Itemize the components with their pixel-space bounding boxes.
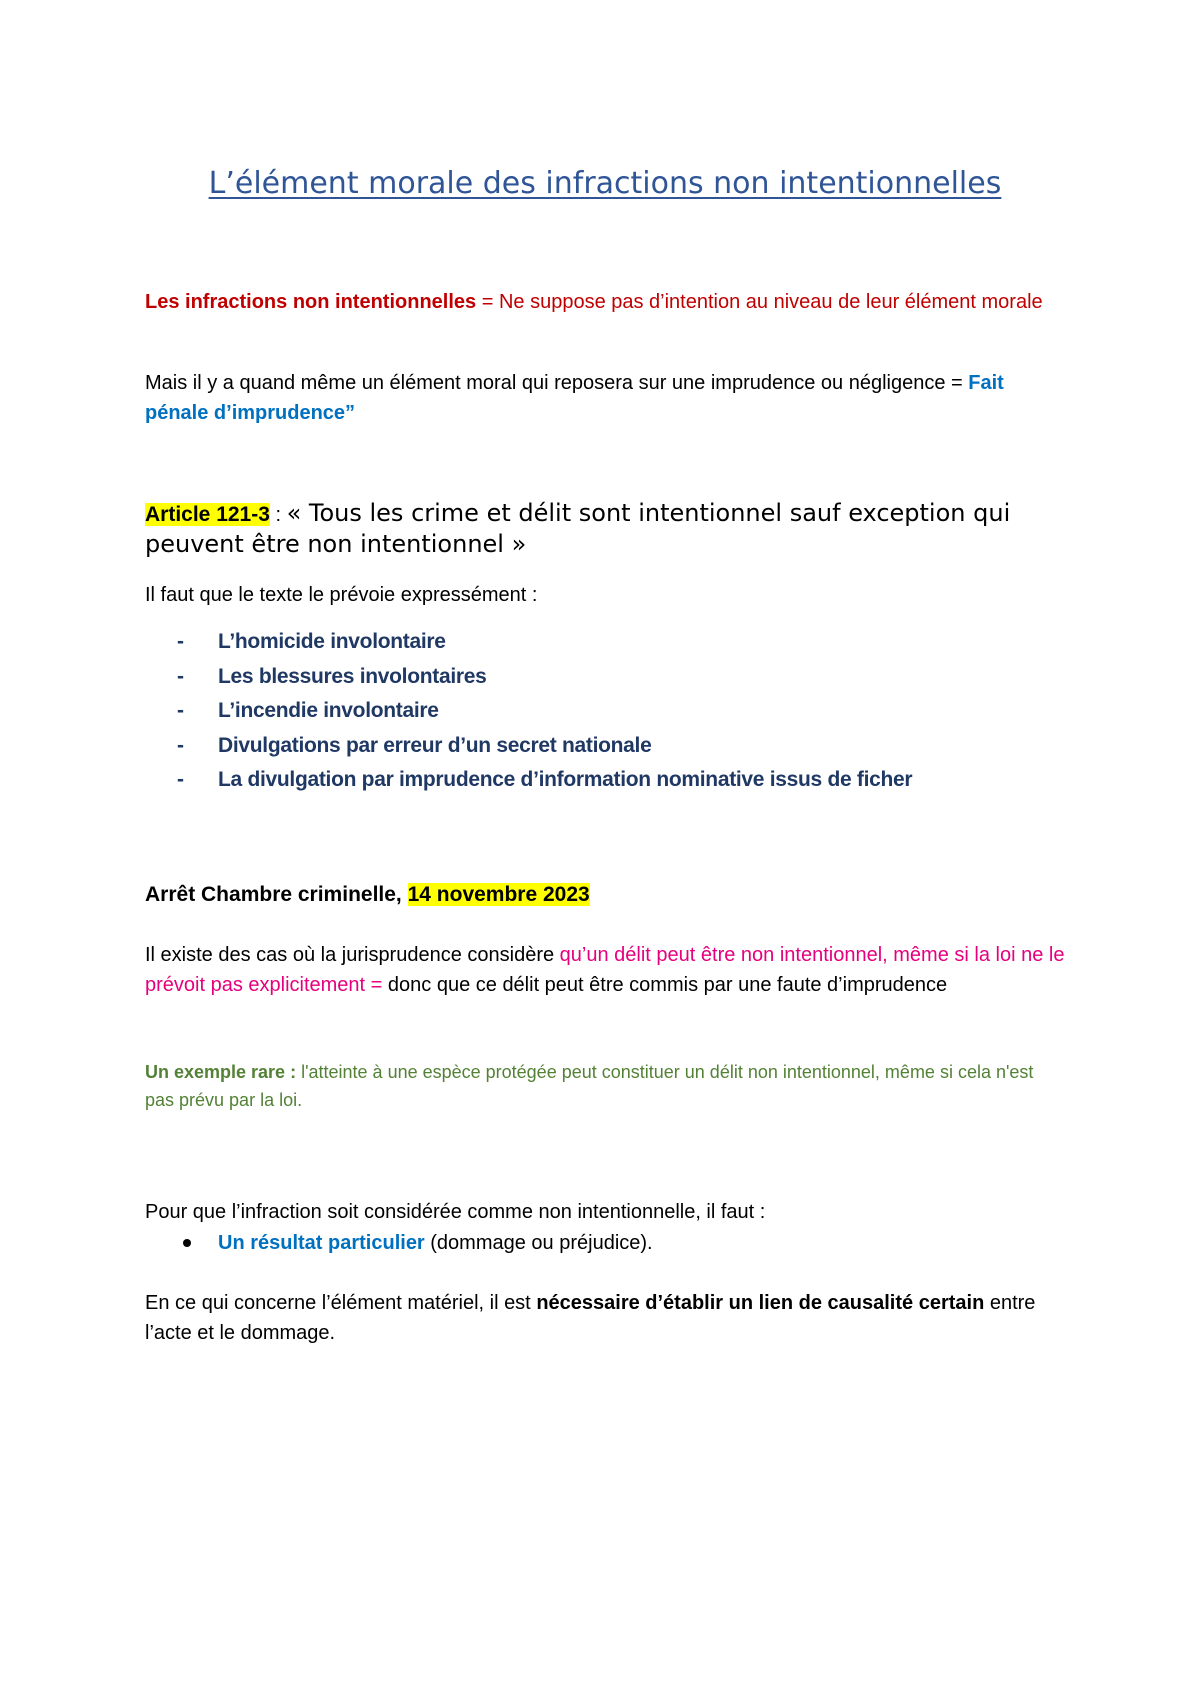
jurisprudence-paragraph <box>145 940 1065 1000</box>
arret-date: 14 novembre 2023 <box>407 883 590 906</box>
moral-element-highlight: Fait pénale d’imprudence” <box>145 372 1004 424</box>
list-item <box>175 625 1065 660</box>
arret-label: Arrêt Chambre criminelle, <box>145 883 408 906</box>
example-text: l'atteinte à une espèce protégée peut constituer un délit non intentionnel, même si cela n'est pas prévu par la loi. <box>145 1062 1034 1110</box>
condition-highlight: Un résultat particulier <box>218 1232 425 1254</box>
example-label: Un exemple rare : <box>145 1062 302 1082</box>
list-item-label: L’incendie involontaire <box>218 699 439 722</box>
jurisprudence-highlight: qu’un délit peut être non intentionnel, même si la loi ne le prévoit pas explicitement = <box>145 944 1065 996</box>
dash-marker: - <box>177 630 184 653</box>
article-paragraph <box>145 499 1065 561</box>
example-paragraph <box>145 1058 1065 1114</box>
intro-term: Les infractions non intentionnelles <box>145 291 477 313</box>
article-separator: : <box>269 504 287 526</box>
dash-marker: - <box>177 699 184 722</box>
list-item <box>175 729 1065 764</box>
document-title: L’élément morale des infractions non intentionnelles <box>208 166 1002 201</box>
jurisprudence-text-1: Il existe des cas où la jurisprudence considère <box>145 944 560 966</box>
jurisprudence-text-2: donc que ce délit peut être commis par une faute d’imprudence <box>387 974 948 996</box>
arret-heading <box>145 880 1065 910</box>
condition-rest: (dommage ou préjudice). <box>424 1232 653 1254</box>
bullet-icon <box>183 1239 191 1247</box>
article-quote: « Tous les crime et délit sont intentionnel sauf exception qui peuvent être non intentionnel » <box>145 499 1011 558</box>
condition-intro: Pour que l’infraction soit considérée comme non intentionnelle, il faut : <box>145 1201 766 1223</box>
dash-marker: - <box>177 768 184 791</box>
requirement-paragraph: Il faut que le texte le prévoie expressément : <box>145 584 538 606</box>
list-item-label: L’homicide involontaire <box>218 630 446 653</box>
list-item <box>175 694 1065 729</box>
list-item-label: Divulgations par erreur d’un secret nationale <box>218 733 652 757</box>
moral-element-text: Mais il y a quand même un élément moral qui reposera sur une imprudence ou négligence = <box>145 372 969 394</box>
moral-element-paragraph <box>145 368 1065 428</box>
material-bold: nécessaire d’établir un lien de causalité certain <box>536 1292 985 1314</box>
list-item-label: La divulgation par imprudence d’information nominative issus de ficher <box>218 768 913 791</box>
intro-paragraph <box>145 287 1065 317</box>
conditions-list <box>183 1228 1063 1258</box>
dash-marker: - <box>177 733 184 757</box>
list-item <box>183 1228 1063 1258</box>
offenses-list <box>175 625 1065 798</box>
material-paragraph <box>145 1288 1065 1348</box>
material-text-1: En ce qui concerne l’élément matériel, il est <box>145 1292 537 1314</box>
list-item <box>175 763 1065 798</box>
material-text-2: entre l’acte et le dommage. <box>145 1292 1036 1344</box>
dash-marker: - <box>177 664 184 688</box>
list-item-label: Les blessures involontaires <box>218 664 487 688</box>
article-label: Article 121-3 <box>145 503 270 526</box>
list-item <box>175 660 1065 695</box>
intro-definition: = Ne suppose pas d’intention au niveau de leur élément morale <box>476 291 1043 313</box>
